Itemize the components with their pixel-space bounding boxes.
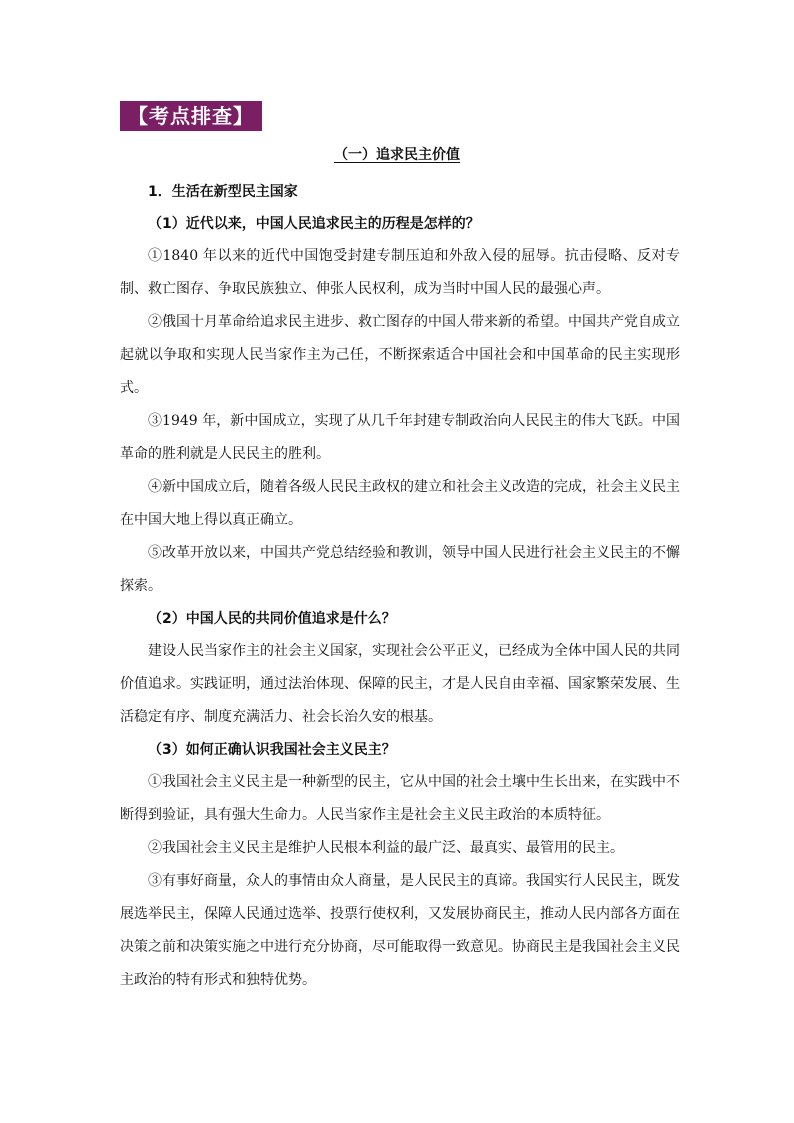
section-title-text: （一）追求民主价值 (334, 147, 460, 163)
header-badge: 【考点排查】 (120, 101, 262, 131)
section-title (0, 145, 794, 165)
q1-item-3: ③1949 年，新中国成立，实现了从几千年封建专制政治向人民民主的伟大飞跃。中国革命的胜利就是人民民主的胜利。 (120, 413, 680, 462)
q3-item-1: ①我国社会主义民主是一种新型的民主，它从中国的社会土壤中生长出来，在实践中不断得到验证，具有强大生命力。人民当家作主是社会主义民主政治的本质特征。 (120, 774, 680, 823)
q2-item-1: 建设人民当家作主的社会主义国家，实现社会公平正义，已经成为全体中国人民的共同价值追求。实践证明，通过法治体现、保障的民主，才是人民自由幸福、国家繁荣发展、生活稳定有序、制度充满活力、社会长治久安的根基。 (120, 643, 680, 725)
q3-item-2: ②我国社会主义民主是维护人民根本利益的最广泛、最真实、最管用的民主。 (148, 840, 624, 856)
q1-item-2: ②俄国十月革命给追求民主进步、救亡图存的中国人带来新的希望。中国共产党自成立起就以争取和实现人民当家作主为己任，不断探索适合中国社会和中国革命的民主实现形式。 (120, 314, 680, 396)
document-body (120, 176, 680, 997)
q1-item-1: ①1840 年以来的近代中国饱受封建专制压迫和外敌入侵的屈辱。抗击侵略、反对专制、救亡图存、争取民族独立、伸张人民权利，成为当时中国人民的最强心声。 (120, 248, 680, 297)
question-2: （2）中国人民的共同价值追求是什么？ (148, 611, 396, 627)
question-3: （3）如何正确认识我国社会主义民主？ (148, 742, 396, 758)
heading-1: 1．生活在新型民主国家 (148, 184, 298, 200)
question-1: （1）近代以来，中国人民追求民主的历程是怎样的？ (148, 216, 480, 232)
q3-item-3: ③有事好商量，众人的事情由众人商量，是人民民主的真谛。我国实行人民民主，既发展选举民主，保障人民通过选举、投票行使权利，又发展协商民主，推动人民内部各方面在决策之前和决策实施之中进行充分协商，尽可能取得一致意见。协商民主是我国社会主义民主政治的特有形式和独特优势。 (120, 873, 680, 988)
q1-item-4: ④新中国成立后，随着各级人民民主政权的建立和社会主义改造的完成，社会主义民主在中国大地上得以真正确立。 (120, 479, 680, 528)
q1-item-5: ⑤改革开放以来，中国共产党总结经验和教训，领导中国人民进行社会主义民主的不懈探索。 (120, 545, 680, 594)
